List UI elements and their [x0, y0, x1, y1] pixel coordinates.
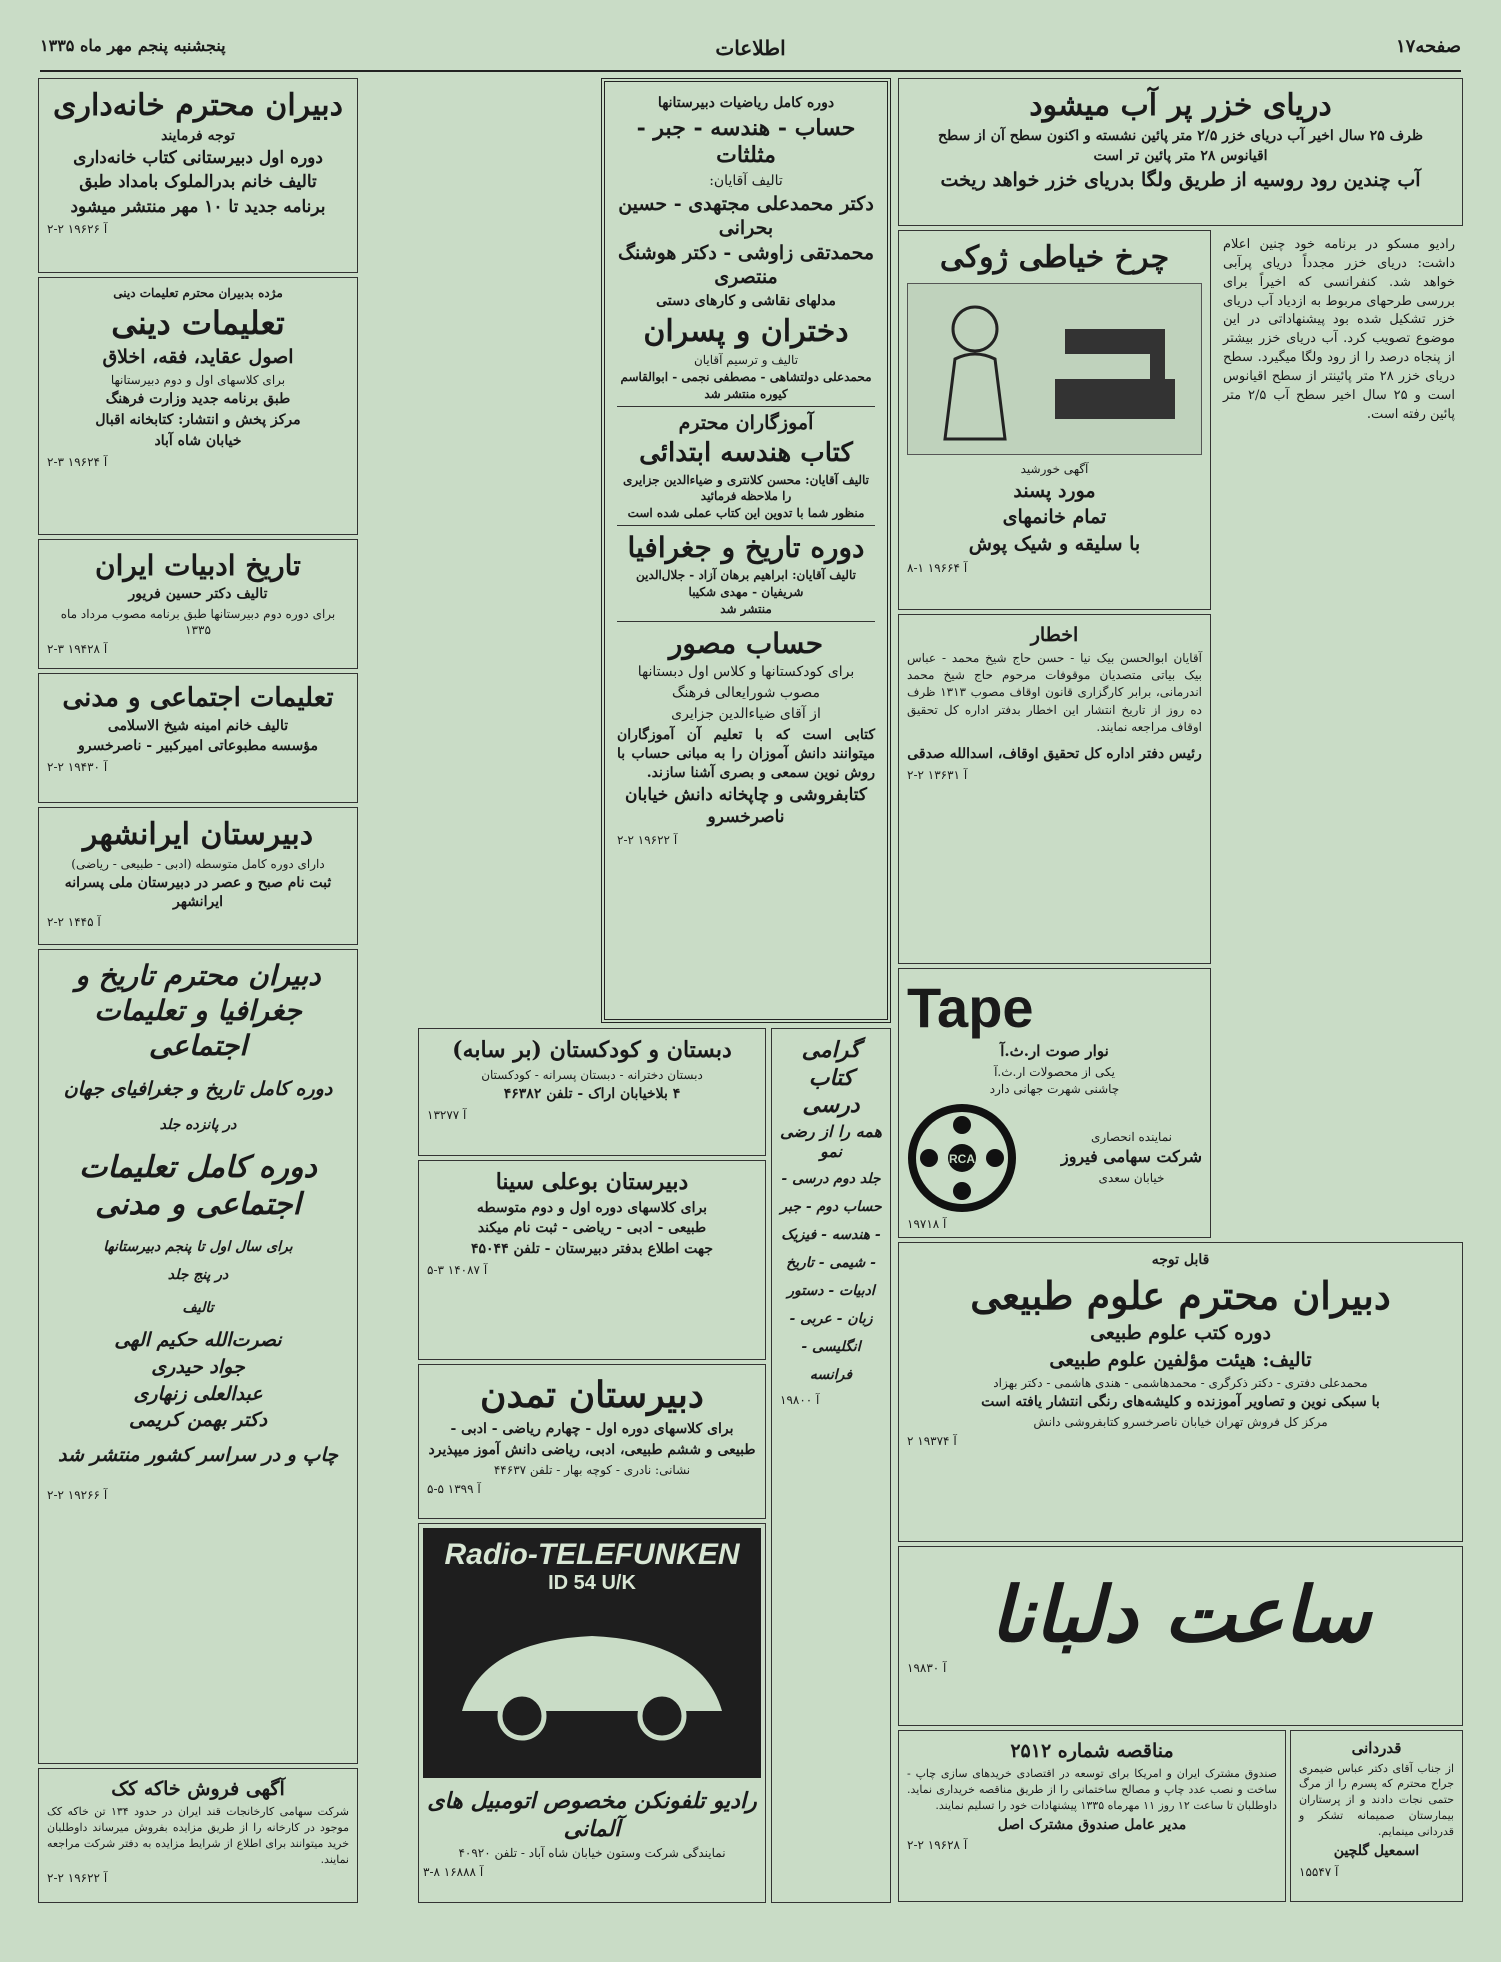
bualisina-code: ۵-۳ آ ۱۴۰۸۷ — [427, 1263, 488, 1278]
center-a2: محمدتقی زاوشی - دکتر هوشنگ منتصری — [617, 242, 875, 289]
issue-date: پنجشنبه پنجم مهر ماه ۱۳۳۵ — [40, 36, 226, 55]
center-title: حساب - هندسه - جبر - مثلثات — [636, 114, 856, 169]
oloom-line3: محمدعلی دفتری - دکتر ذکرگری - محمدهاشمی - هندی هاشمی - دکتر بهزاد — [993, 1375, 1368, 1390]
zogi-line2: مورد پسند — [1013, 479, 1096, 502]
tj-line5: در پنج جلد — [167, 1267, 229, 1284]
tj-line9: عبدالعلی زنهاری — [133, 1382, 263, 1405]
dini-sub: اصول عقاید، فقه، اخلاق — [102, 346, 294, 369]
center-s2: دختران و پسران — [643, 313, 849, 349]
ejtemai-line2: مؤسسه مطبوعاتی امیرکبیر - ناصرخسرو — [78, 738, 318, 755]
oloom-line2: تالیف: هیئت مؤلفین علوم طبیعی — [1049, 1349, 1312, 1372]
rca-logo: RCA — [949, 1151, 975, 1166]
tj-line6: تالیف — [182, 1300, 214, 1317]
tj-line8: جواد حیدری — [151, 1355, 245, 1378]
ad-riazi — [601, 78, 891, 1023]
ad-khanehdari — [38, 78, 358, 273]
ejtemai-title: تعلیمات اجتماعی و مدنی — [62, 683, 334, 713]
iranshahr-line2: ثبت نام صبح و عصر در دبیرستان ملی پسرانه ایرانشهر — [64, 874, 332, 910]
radio-model: ID 54 U/K — [548, 1572, 636, 1594]
qadrdani-code: آ ۱۵۵۴۷ — [1299, 1865, 1339, 1880]
car-icon — [442, 1601, 742, 1751]
center-s12: حساب مصور — [668, 627, 824, 661]
khaneh-body2: تالیف خانم بدرالملوک بامداد طبق — [79, 172, 317, 193]
page-header — [40, 30, 1461, 72]
tape-line6: خیابان سعدی — [1098, 1171, 1165, 1186]
tape-line1: نوار صوت ار.ث.آ — [1000, 1042, 1109, 1060]
ekhtar-body: آقایان ابوالحسن بیک نیا - حسن حاج شیخ محمد - عباس بیک بیاتی متصدیان موقوفات مرحوم حاج شیخ محمد اندرمانی، برابر کارگزاری قانون اوقاف مصوب ۱۳۱۳ ظرف ده روز از تاریخ انتشار این اخطار بدفتر اداره کل تحقیق اوقاف مراجعه نمایند. — [907, 650, 1202, 735]
khazar-line2: اقیانوس ۲۸ متر پائین تر است — [1093, 148, 1268, 165]
center-code: ۲-۲ آ ۱۹۶۲۲ — [617, 832, 678, 847]
center-s14: مصوب شورایعالی فرهنگ — [672, 684, 820, 701]
adabiat-line2: برای دوره دوم دبیرستانها طبق برنامه مصوب مرداد ماه ۱۳۳۵ — [60, 606, 336, 638]
center-s10: تالیف آقایان: ابراهیم برهان آزاد - جلال‌الدین شریفیان - مهدی شکیبا — [636, 568, 856, 599]
ad-tape — [898, 968, 1211, 1238]
khakeh-body: شرکت سهامی کارخانجات قند ایران در حدود ۱۳۴ تن خاکه کک موجود در کارخانه را از طریق مزایده بفروش میرساند داوطلبان خرید میتوانند برای اطلاع از شرایط مزایده به دفتر شرکت مراجعه نمایند. — [47, 1804, 350, 1866]
zogi-line4: با سلیقه و شیک پوش — [968, 533, 1141, 556]
iranshahr-code: ۲-۲ آ ۱۴۴۵ — [47, 915, 101, 930]
sewing-machine-illustration — [907, 283, 1202, 455]
bualisina-line1: برای کلاسهای دوره اول و دوم متوسطه — [476, 1199, 708, 1216]
ad-tarikh-joghrafia — [38, 949, 358, 1764]
ad-oloom — [898, 1242, 1463, 1542]
tj-line2: در پانزده جلد — [159, 1116, 237, 1133]
ad-ejtemai — [38, 673, 358, 803]
tj-line1: دوره کامل تاریخ و جغرافیای جهان — [63, 1078, 333, 1100]
zogi-code: ۸-۱ آ ۱۹۶۶۴ — [907, 560, 968, 575]
monaqese-code: ۲-۲ آ ۱۹۶۲۸ — [907, 1838, 968, 1853]
tj-code: ۲-۲ آ ۱۹۲۶۶ — [47, 1487, 108, 1502]
oloom-line5: مرکز کل فروش تهران خیابان ناصرخسرو کتابفروشی دانش — [1033, 1414, 1328, 1429]
bualisina-title: دبیرستان بوعلی سینا — [495, 1169, 689, 1195]
center-a1: دکتر محمدعلی مجتهدی - حسین بحرانی — [618, 192, 874, 239]
tj-line10: دکتر بهمن کریمی — [128, 1409, 268, 1432]
center-s4: محمدعلی دولتشاهی - مصطفی نجمی - ابوالقاسم کیوره منتشر شد — [620, 370, 872, 401]
ad-radio-telefunken — [418, 1523, 766, 1903]
ad-tamadon — [418, 1364, 766, 1519]
khazar-line3: آب چندین رود روسیه از طریق ولگا بدریای خزر خواهد ریخت — [940, 169, 1421, 192]
khazar-line1: ظرف ۲۵ سال اخیر آب دریای خزر ۲/۵ متر پائین نشسته و اکنون سطح آن از سطح — [938, 127, 1423, 144]
dini-code: ۲-۳ آ ۱۹۶۲۴ — [47, 454, 108, 469]
ad-qadrdani — [1290, 1730, 1463, 1902]
bualisina-line2: طبیعی - ادبی - ریاضی - ثبت نام میکند — [477, 1220, 707, 1237]
sewing-machine-icon — [915, 289, 1195, 449]
radio-foot: نمایندگی شرکت وستون خیابان شاه آباد - تلفن ۴۰۹۲۰ — [458, 1846, 726, 1860]
newspaper-name: اطلاعات — [715, 36, 786, 60]
gerami-code: آ ۱۹۸۰۰ — [780, 1393, 820, 1408]
ad-saat — [898, 1546, 1463, 1726]
tj-title: دبیران محترم تاریخ و جغرافیا و تعلیمات اجتماعی — [75, 959, 321, 1062]
monaqese-body: صندوق مشترک ایران و امریکا برای توسعه در اقتصادی خریدهای سازی چاپ - ساخت و نصب عدد چاپ و مصالح ساختمانی را از طریق مناقصه خریداری نماید. داوطلبان تا ساعت ۱۲ روز ۱۱ مهرماه ۱۳۳۵ پیشنهادات خود را تسلیم نمایند. — [907, 1766, 1277, 1812]
ad-zogi — [898, 230, 1211, 610]
tape-line4: نماینده انحصاری — [1091, 1130, 1172, 1145]
ejtemai-line1: تالیف خانم امینه شیخ الاسلامی — [107, 717, 289, 734]
ad-bualisina — [418, 1160, 766, 1360]
khakeh-title: آگهی فروش خاکه کک — [111, 1778, 285, 1800]
monaqese-title: مناقصه شماره ۲۵۱۲ — [1010, 1740, 1174, 1762]
khakeh-code: ۲-۲ آ ۱۹۶۲۲ — [47, 1871, 108, 1886]
qadrdani-body: از جناب آقای دکتر عباس ضیمری جراح محترم که پسرم را از مرگ حتمی نجات دادند و از پرستاران بیمارستان صمیمانه تشکر و قدردانی مینمایم. — [1299, 1761, 1454, 1839]
oloom-pre: قابل توجه — [1151, 1252, 1210, 1268]
tape-line5: شرکت سهامی فیروز — [1060, 1147, 1202, 1167]
center-s5: آموزگاران محترم — [678, 411, 814, 434]
center-s11: منتشر شد — [720, 601, 772, 616]
radio-code: ۳-۸ آ ۱۶۸۸۸ — [423, 1865, 484, 1880]
center-s9: دوره تاریخ و جغرافیا — [627, 531, 865, 565]
saat-code: آ ۱۹۸۳۰ — [907, 1660, 947, 1675]
ad-ekhtar — [898, 614, 1211, 964]
ad-iranshahr — [38, 807, 358, 945]
bualisina-line3: جهت اطلاع بدفتر دبیرستان - تلفن ۴۵۰۴۴ — [471, 1241, 713, 1258]
tape-reel-icon — [907, 1103, 1017, 1213]
qadrdani-title: قدردانی — [1351, 1739, 1402, 1757]
page-number: صفحه۱۷ — [1395, 36, 1461, 57]
qadrdani-sign: اسمعیل گلچین — [1333, 1843, 1420, 1860]
center-s6: کتاب هندسه ابتدائی — [639, 438, 853, 469]
ad-khazar — [898, 78, 1463, 226]
tj-line7: نصرت‌الله حکیم الهی — [114, 1329, 282, 1352]
radio-caption: رادیو تلفونکن مخصوص اتومبیل های آلمانی — [427, 1788, 757, 1842]
center-s16: کتابی است که با تعلیم آن آموزگاران میتوانند دانش آموزان را به مبانی حساب با روش نوین سمعی و بصری آشنا سازند. — [617, 726, 875, 781]
ad-dabestan — [418, 1028, 766, 1156]
iranshahr-title: دبیرستان ایرانشهر — [82, 817, 314, 852]
adabiat-line1: تالیف دکتر حسین فریور — [128, 586, 268, 602]
oloom-line4: با سبکی نوین و تصاویر آموزنده و کلیشه‌های رنگی انتشار یافته است — [981, 1393, 1380, 1410]
tj-line11: چاپ و در سراسر کشور منتشر شد — [58, 1444, 338, 1466]
oloom-code: ۲ آ ۱۹۳۷۴ — [907, 1434, 957, 1449]
dini-line4: خیابان شاه آباد — [154, 432, 242, 449]
dini-title: تعلیمات دینی — [111, 304, 285, 343]
gerami-title: گرامی کتاب درسی — [801, 1037, 861, 1118]
ekhtar-code: ۲-۲ آ ۱۳۶۳۱ — [907, 767, 968, 782]
monaqese-sign: مدیر عامل صندوق مشترک اصل — [997, 1816, 1187, 1833]
center-pre: دوره کامل ریاضیات دبیرستانها — [657, 95, 835, 111]
dini-line1: برای کلاسهای اول و دوم دبیرستانها — [110, 372, 286, 387]
ekhtar-title: اخطار — [1030, 624, 1079, 646]
center-s13: برای کودکستانها و کلاس اول دبستانها — [637, 664, 855, 681]
dabestan-title: دبستان و کودکستان (بر سابه) — [452, 1037, 732, 1063]
gerami-sub: همه را از رضی نمو — [780, 1121, 882, 1162]
zogi-line3: تمام خانمهای — [1002, 506, 1107, 529]
oloom-title: دبیران محترم علوم طبیعی — [970, 1272, 1391, 1318]
ad-monaqese — [898, 1730, 1286, 1902]
ekhtar-sign: رئیس دفتر اداره کل تحقیق اوقاف، اسدالله صدقی — [907, 745, 1202, 762]
tamadon-code: ۵-۵ آ ۱۳۹۹ — [427, 1481, 481, 1496]
tj-line4: برای سال اول تا پنجم دبیرستانها — [103, 1238, 293, 1255]
tamadon-line3: نشانی: نادری - کوچه بهار - تلفن ۴۴۶۳۷ — [493, 1462, 691, 1477]
dabestan-line2: ۴ بلاخیابان اراک - تلفن ۴۶۳۸۲ — [503, 1085, 681, 1102]
khazar-body — [1215, 230, 1463, 1115]
dini-line3: مرکز پخش و انتشار: کتابخانه اقبال — [95, 411, 301, 428]
radio-brand: Radio-TELEFUNKEN — [444, 1538, 740, 1571]
khaneh-code: ۲-۲ آ ۱۹۶۲۶ — [47, 221, 108, 236]
zogi-title: چرخ خیاطی ژوکی — [939, 240, 1170, 275]
khaneh-title: دبیران محترم خانه‌داری — [53, 88, 343, 123]
khazar-title: دریای خزر پر آب میشود — [1029, 88, 1332, 123]
adabiat-code: ۲-۳ آ ۱۹۴۲۸ — [47, 642, 108, 657]
tape-line3: چاشنی شهرت جهانی دارد — [989, 1081, 1120, 1096]
khaneh-body3: برنامه جدید تا ۱۰ مهر منتشر میشود — [70, 196, 326, 217]
gerami-body: جلد دوم درسی - حساب دوم - جبر - هندسه - فیزیک - شیمی - تاریخ ادبیات - دستور زبان - عربی - انگلیسی - فرانسه — [780, 1171, 882, 1384]
center-s7: تالیف آقایان: محسن کلانتری و ضیاءالدین جزایری را ملاحظه فرمائید — [623, 472, 869, 504]
tj-line3: دوره کامل تعلیمات اجتماعی و مدنی — [79, 1149, 317, 1223]
dini-pre: مژده بدبیران محترم تعلیمات دینی — [113, 286, 283, 300]
tape-brand: Tape — [907, 976, 1034, 1039]
dabestan-line1: دبستان دخترانه - دبستان پسرانه - کودکستان — [481, 1067, 703, 1082]
tape-line2: یکی از محصولات ار.ث.آ — [994, 1064, 1115, 1079]
center-auth: تالیف آقایان: — [709, 172, 783, 189]
khazar-body-text: رادیو مسکو در برنامه خود چنین اعلام داشت: دریای خزر مجدداً دریای پرآبی خواهد شد. کنفرانسی که اخیراً برای بررسی طرحهای مربوط به ازدیاد آب دریای خزر تشکیل شده بود پیشنهاداتی در این موضوع تصویب کرد. آب دریای خزر بیشتر از پنجاه درصد را از رود ولگا میگیرد. سطح دریای خزر ۲۸ متر پائینتر از سطح اقیانوس است و ۲۵ سال اخیر سطح آب ۲/۵ متر پائین رفته است. — [1223, 237, 1455, 422]
zogi-line1: آگهی خورشید — [1020, 461, 1089, 476]
radio-illustration — [423, 1528, 761, 1778]
oloom-line1: دوره کتب علوم طبیعی — [1090, 1322, 1271, 1345]
dini-line2: طبق برنامه جدید وزارت فرهنگ — [105, 391, 291, 408]
center-s1: مدلهای نقاشی و کارهای دستی — [656, 292, 836, 309]
tamadon-title: دبیرستان تمدن — [480, 1374, 704, 1416]
ad-gerami — [771, 1028, 891, 1903]
khaneh-sub: توجه فرمایند — [161, 127, 235, 144]
adabiat-title: تاریخ ادبیات ایران — [95, 549, 301, 582]
tamadon-line1: برای کلاسهای دوره اول - چهارم ریاضی - ادبی - — [450, 1421, 734, 1437]
center-s17: کتابفروشی و چاپخانه دانش خیابان ناصرخسرو — [625, 785, 867, 828]
saat-title: ساعت دلبانا — [990, 1570, 1371, 1659]
iranshahr-line1: دارای دوره کامل متوسطه (ادبی - طبیعی - ریاضی) — [71, 856, 325, 871]
khaneh-body1: دوره اول دبیرستانی کتاب خانه‌داری — [73, 148, 323, 169]
tamadon-line2: طبیعی و ششم طبیعی، ادبی، ریاضی دانش آموز میپذیرد — [428, 1441, 756, 1458]
ejtemai-code: ۲-۲ آ ۱۹۴۳۰ — [47, 760, 108, 775]
dabestan-code: آ ۱۳۲۷۷ — [427, 1107, 467, 1122]
tape-code: آ ۱۹۷۱۸ — [907, 1216, 947, 1231]
center-s8: منظور شما با تدوین این کتاب عملی شده است — [627, 506, 865, 521]
center-s15: از آقای ضیاءالدین جزایری — [671, 705, 821, 722]
center-s3: تالیف و ترسیم آقایان — [693, 353, 799, 368]
ad-dini — [38, 277, 358, 535]
ad-adabiat — [38, 539, 358, 669]
ad-khakeh-kok — [38, 1768, 358, 1903]
